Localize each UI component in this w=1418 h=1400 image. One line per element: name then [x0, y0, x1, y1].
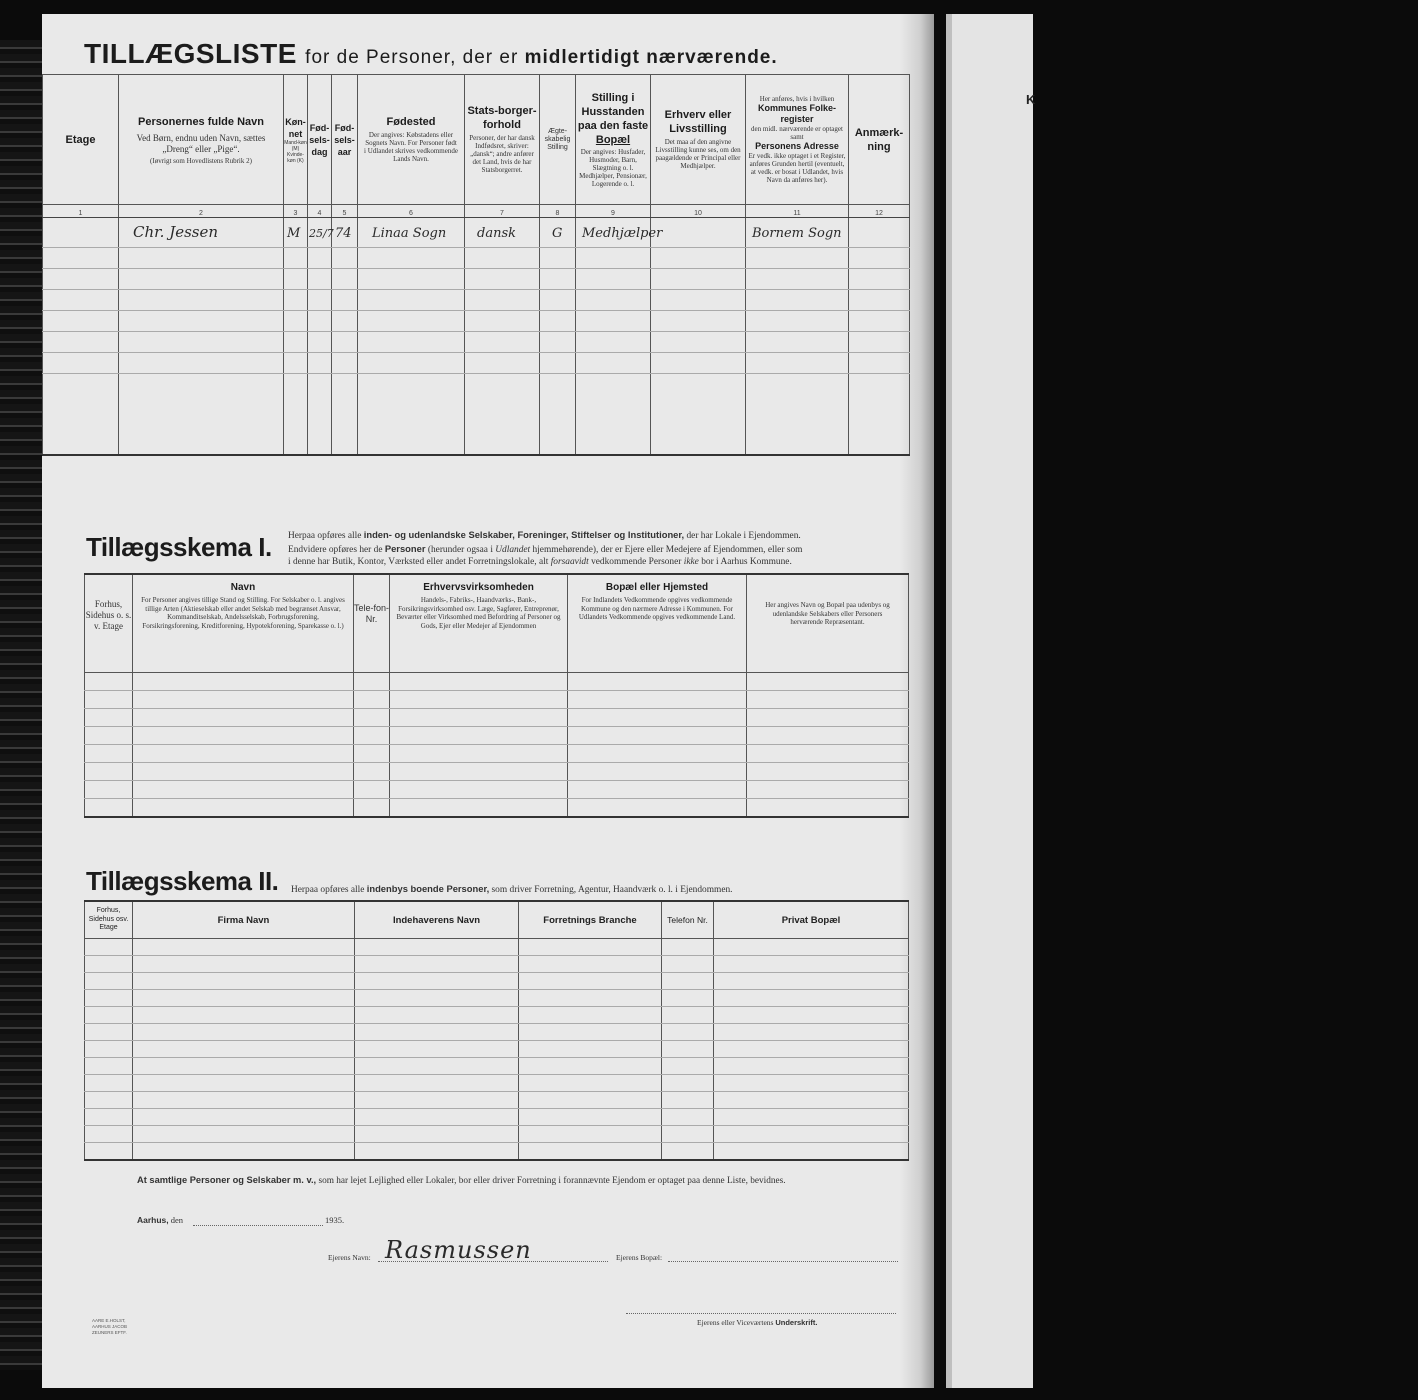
skema2-table — [84, 900, 909, 1161]
hdr-adresse-sub: Er vedk. ikke optaget i et Register, anføres Grunden hertil (eventuelt, at vedk. er bosat i Udlandet, hvis Navn da anføres her). — [748, 152, 846, 184]
date-line — [137, 1215, 183, 1225]
intro-bold: indenbys boende Personer, — [366, 883, 490, 894]
s1-hdr-bopael: Bopæl eller Hjemsted — [605, 582, 709, 593]
table-row — [85, 973, 909, 990]
col-num: 7 — [500, 210, 504, 217]
table-row — [85, 1092, 909, 1109]
hdr-stilling-bopael: Bopæl — [595, 133, 631, 146]
form-title — [84, 38, 778, 70]
s1-hdr-erhverv-sub: Handels-, Fabriks-, Haandværks-, Bank-, Forsikringsvirksomhed osv. Læge, Sagfører, Entreprenør, Beværter eller Virksomhed med Befordring af Personer og Gods, Ejer eller Medejer af Ejendommen — [396, 596, 561, 630]
s1-hdr-forhus: Forhus, Sidehus o. s. v. Etage — [85, 599, 132, 631]
table-row — [85, 708, 909, 726]
s2-hdr-privat: Privat Bopæl — [781, 914, 841, 926]
hdr-anmaerkning: Anmærk-ning — [854, 126, 904, 153]
table-row — [85, 672, 909, 690]
table-row — [85, 1024, 909, 1041]
underskrift-bold: Underskrift. — [775, 1318, 818, 1327]
intro-text: hjemmehørende), der er Ejere eller Medejere af Ejendommen, eller som — [532, 544, 803, 555]
table-row — [43, 311, 910, 332]
s2-hdr-firma: Firma Navn — [217, 914, 270, 926]
s1-hdr-navn: Navn — [230, 582, 256, 593]
entry-birthplace: Linaa Sogn — [372, 225, 447, 241]
entry-name: Chr. Jessen — [133, 223, 219, 241]
intro-text: bor i Aarhus Kommune. — [701, 557, 792, 567]
main-table-header — [43, 75, 910, 205]
next-page-letter: K — [1026, 92, 1036, 107]
hdr-stats: Stats-borger-forhold — [467, 104, 537, 131]
col-num: 11 — [793, 210, 801, 217]
s1-hdr-telefon: Tele-fon-Nr. — [354, 603, 390, 624]
owner-signature: Rasmussen — [385, 1236, 532, 1264]
entry-register: Bornem Sogn — [752, 225, 842, 241]
table-row — [43, 374, 910, 456]
hdr-aegte: Ægte-skabelig Stilling — [544, 127, 571, 151]
den-label: den — [170, 1215, 184, 1225]
underskrift-dotline — [626, 1313, 896, 1314]
skema2-header — [85, 901, 909, 939]
table-row — [43, 290, 910, 311]
s2-hdr-branche: Forretnings Branche — [543, 914, 637, 926]
intro-text: Herpaa opføres alle — [291, 885, 365, 895]
table-row-entry — [43, 218, 910, 248]
table-row — [85, 780, 909, 798]
s2-hdr-forhus: Forhus, Sidehus osv. Etage — [88, 907, 129, 932]
hdr-kon: Køn-net — [285, 116, 306, 139]
skema2-intro — [291, 883, 891, 895]
hdr-navn-note: (Iøvrigt som Hovedlistens Rubrik 2) — [150, 156, 252, 165]
hdr-stilling: Stilling i Husstanden paa den faste — [577, 91, 649, 132]
cert-text: som har lejet Lejlighed eller Lokaler, bor eller driver Forretning i forannævnte Ejendom er optaget paa denne Liste, bevidnes. — [318, 1176, 786, 1186]
entry-sex: M — [287, 225, 301, 241]
hdr-adresse-mid: den midl. nærværende er optaget samt — [751, 125, 843, 141]
entry-day: 25/7 — [309, 226, 334, 240]
intro-italic: Udlandet — [495, 544, 531, 555]
col-num: 4 — [317, 210, 322, 217]
hdr-stilling-sub: Der angives: Husfader, Husmoder, Barn, Slægtning o. l. Medhjælper, Pensionær, Logerende o. l. — [579, 147, 647, 188]
hdr-etage: Etage — [65, 133, 96, 146]
title-rest-a: for de Personer, der er — [305, 47, 519, 68]
skema1-intro — [288, 529, 900, 569]
intro-italic: ikke — [683, 557, 699, 567]
hdr-navn-sub: Ved Børn, endnu uden Navn, sættes „Dreng“ eller „Pige“. — [136, 132, 266, 154]
book-binding — [0, 40, 42, 1370]
intro-italic: forsaavidt — [550, 557, 589, 567]
table-row — [85, 956, 909, 973]
title-main: TILLÆGSLISTE — [84, 38, 297, 69]
hdr-fodselsaar: Fød-sels-aar — [334, 122, 355, 157]
entry-household: Medhjælper — [582, 225, 663, 241]
col-num: 6 — [409, 210, 413, 217]
table-row — [85, 762, 909, 780]
table-row — [43, 269, 910, 290]
skema2-title: Tillægsskema II. — [86, 866, 279, 896]
skema1-header — [85, 574, 909, 672]
hdr-navn: Personernes fulde Navn — [138, 115, 264, 128]
hdr-adresse-2: Personens Adresse — [755, 141, 839, 151]
hdr-kon-sub: Mand-køn (M) Kvinde-køn (K) — [284, 139, 307, 164]
skema1-table — [84, 573, 909, 818]
hdr-adresse: Kommunes Folke-register — [757, 103, 836, 124]
s2-hdr-telefon: Telefon Nr. — [667, 914, 708, 925]
underskrift-text: Ejerens eller Viceværtens — [697, 1318, 774, 1327]
intro-text: Herpaa opføres alle — [288, 531, 362, 541]
hdr-erhverv: Erhverv eller Livsstilling — [664, 108, 732, 135]
table-row — [85, 798, 909, 817]
col-num: 10 — [694, 210, 702, 217]
s1-hdr-erhverv: Erhvervsvirksomheden — [423, 582, 534, 593]
intro-text: der har Lokale i Ejendommen. — [686, 531, 801, 541]
intro-text: som driver Forretning, Agentur, Haandværk o. l. i Ejendommen. — [491, 885, 733, 895]
table-row — [43, 248, 910, 269]
column-numbers-row — [43, 205, 910, 218]
intro-bold: Personer — [384, 542, 426, 554]
table-row — [85, 939, 909, 956]
table-row — [85, 1109, 909, 1126]
entry-year: 74 — [335, 225, 352, 241]
table-row — [85, 1143, 909, 1161]
table-row — [85, 1075, 909, 1092]
entry-marital: G — [552, 225, 563, 241]
col-num: 12 — [875, 210, 883, 217]
ejer-bopael-dotline — [668, 1261, 898, 1262]
table-row — [85, 726, 909, 744]
table-row — [85, 1126, 909, 1143]
cert-bold: At samtlige Personer og Selskaber m. v., — [137, 1175, 317, 1185]
s1-hdr-repr: Her angives Navn og Bopæl paa udenbys og udenlandske Selskabers eller Personers herværende Repræsentant. — [765, 601, 890, 626]
col-num: 8 — [555, 210, 560, 217]
table-row — [85, 1007, 909, 1024]
hdr-fodested-sub: Der angives: Købstadens eller Sognets Navn. For Personer født i Udlandet skrives vedkommende Lands Navn. — [364, 130, 458, 163]
title-rest-b: midlertidigt nærværende. — [524, 47, 778, 68]
table-row — [85, 990, 909, 1007]
table-row — [85, 744, 909, 762]
ejer-bopael-label: Ejerens Bopæl: — [616, 1253, 663, 1262]
certification-text — [137, 1175, 907, 1186]
underskrift-label — [697, 1318, 817, 1327]
table-row — [43, 332, 910, 353]
year: 1935. — [325, 1215, 345, 1225]
main-table — [42, 74, 910, 456]
table-row — [85, 1041, 909, 1058]
intro-text: vedkommende Personer — [591, 557, 682, 567]
intro-bold: inden- og udenlandske Selskaber, Foreninger, Stiftelser og Institutioner, — [363, 529, 685, 540]
col-num: 3 — [293, 210, 298, 217]
col-num: 5 — [342, 210, 347, 217]
hdr-adresse-pre: Her anføres, hvis i hvilken — [759, 95, 835, 103]
hdr-stats-sub: Personer, der har dansk Indfødsret, skriver: „dansk“; andre anfører det Land, hvis de har Statsborgerret. — [469, 133, 535, 174]
hdr-fodested: Fødested — [386, 115, 436, 128]
intro-text: Endvidere opføres her de — [288, 544, 383, 555]
s2-hdr-indehaver: Indehaverens Navn — [392, 914, 481, 926]
skema1-title: Tillægsskema I. — [86, 532, 272, 562]
entry-citizenship: dansk — [477, 225, 516, 241]
date-dotline — [193, 1225, 323, 1226]
table-row — [85, 690, 909, 708]
printer-mark: AARE E.HOLST, AARHUS JACOB ZEUNERS EFTF. — [92, 1318, 128, 1335]
col-num: 1 — [78, 210, 83, 217]
intro-text: i denne har Butik, Kontor, Værksted eller andet Forretningslokale, alt — [288, 557, 549, 567]
s1-hdr-bopael-sub: For Indlandets Vedkommende opgives vedkommende Kommune og den nærmere Adresse i Kommunen. For Udlandets Vedkommende opgives vedkommende Land. — [578, 596, 736, 621]
intro-text: (herunder ogsaa i — [427, 544, 493, 555]
col-num: 9 — [611, 210, 615, 217]
next-page-edge — [946, 14, 1036, 1388]
hdr-erhverv-sub: Det maa af den angivne Livsstilling kunne ses, om den paagældende er Principal eller Medhjælper. — [655, 137, 741, 170]
hdr-fodselsdag: Fød-sels-dag — [309, 122, 330, 157]
col-num: 2 — [199, 210, 203, 217]
city: Aarhus, — [137, 1215, 169, 1225]
table-row — [85, 1058, 909, 1075]
table-row — [43, 353, 910, 374]
s1-hdr-navn-sub: For Personer angives tillige Stand og Stilling. For Selskaber o. l. angives tillige Arten (Aktieselskab eller andet Selskab med begrænset Ansvar, Kommanditselskab, Andelsselskab, Forbrugsforening, Forsikringsforening, Kreditforening, Hypotekforening, Sparekasse o. l.) — [141, 596, 345, 630]
ejer-navn-label: Ejerens Navn: — [328, 1253, 371, 1262]
